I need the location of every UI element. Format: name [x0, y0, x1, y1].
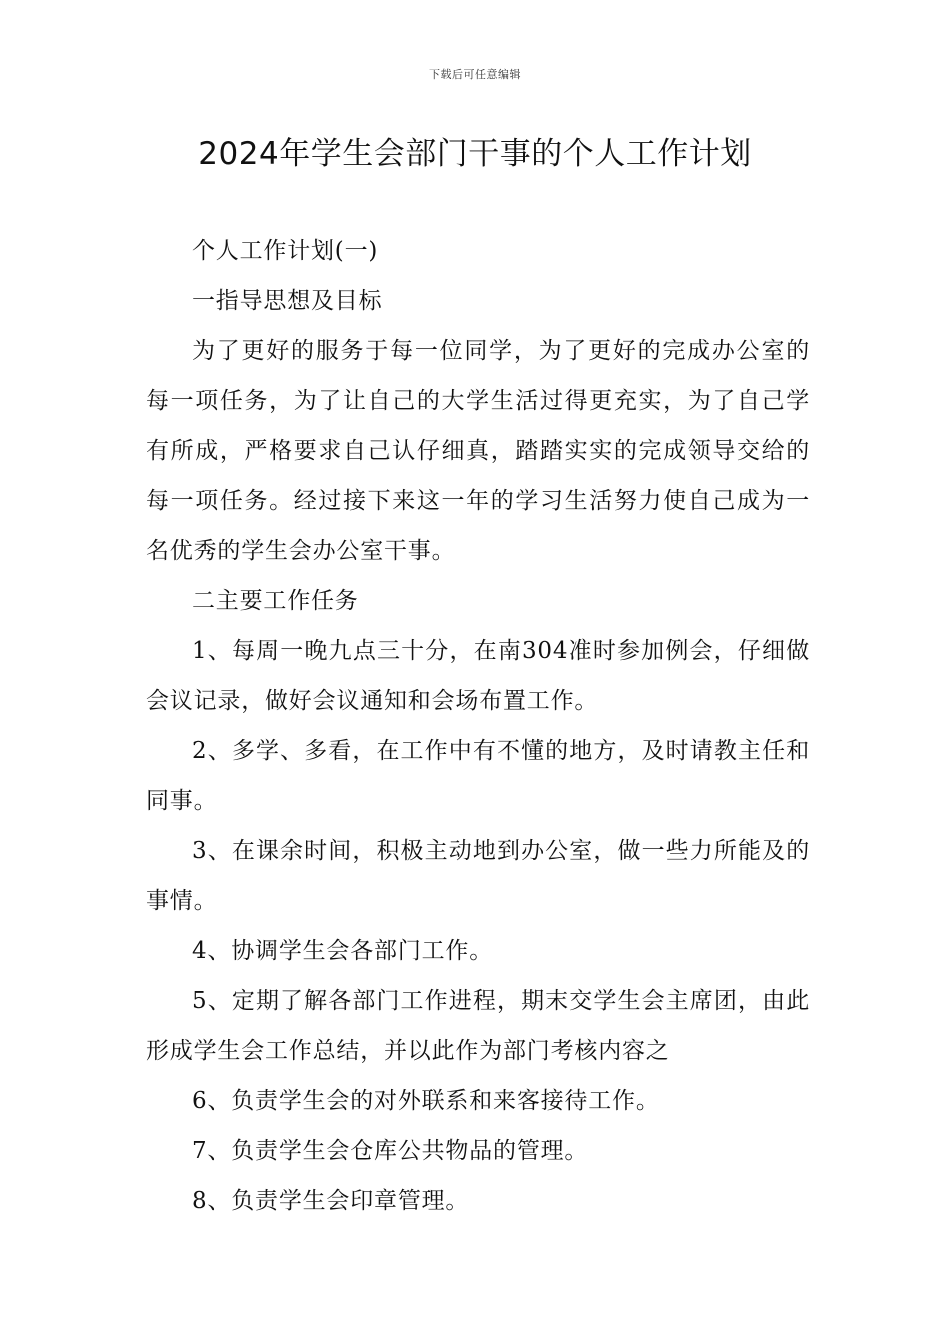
- list-item: 4、协调学生会各部门工作。: [192, 938, 494, 964]
- list-item: 8、负责学生会印章管理。: [192, 1188, 470, 1214]
- header-note: 下载后可任意编辑: [429, 68, 521, 81]
- list-item: 1、每周一晚九点三十分，在南304准时参加例会，仔细做会议记录，做好会议通知和会场布置工作。: [146, 638, 810, 714]
- list-item: 7、负责学生会仓库公共物品的管理。: [192, 1138, 589, 1164]
- document-title: 2024年学生会部门干事的个人工作计划: [198, 136, 752, 172]
- section-heading: 个人工作计划(一): [192, 238, 379, 264]
- subsection-heading: 二主要工作任务: [192, 588, 359, 614]
- list-item: 6、负责学生会的对外联系和来客接待工作。: [192, 1088, 660, 1114]
- body-paragraph: 为了更好的服务于每一位同学，为了更好的完成办公室的每一项任务，为了让自己的大学生活过得更充实，为了自己学有所成，严格要求自己认仔细真，踏踏实实的完成领导交给的每一项任务。经过接下来这一年的学习生活努力使自己成为一名优秀的学生会办公室干事。: [146, 338, 810, 564]
- list-item: 5、定期了解各部门工作进程，期末交学生会主席团，由此形成学生会工作总结，并以此作为部门考核内容之: [146, 988, 810, 1064]
- list-item: 2、多学、多看，在工作中有不懂的地方，及时请教主任和同事。: [146, 738, 810, 814]
- document-body: [146, 226, 810, 1226]
- subsection-heading: 一指导思想及目标: [192, 288, 383, 314]
- list-item: 3、在课余时间，积极主动地到办公室，做一些力所能及的事情。: [146, 838, 810, 914]
